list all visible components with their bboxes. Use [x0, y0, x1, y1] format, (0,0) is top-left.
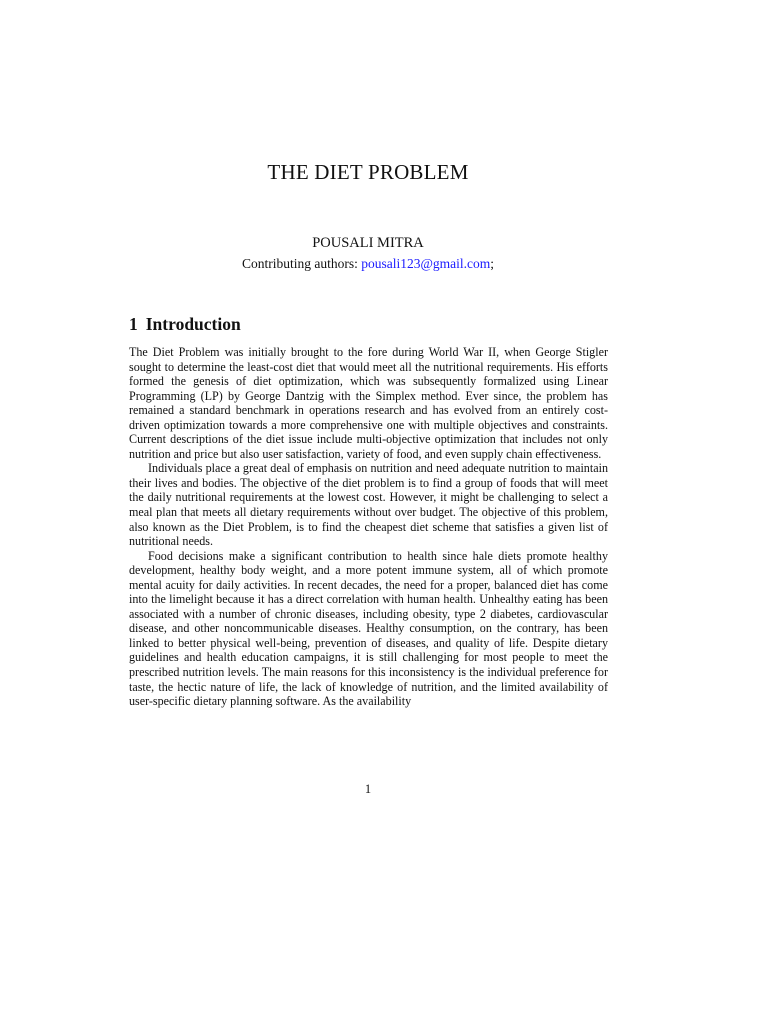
- body-text: [129, 345, 608, 709]
- paragraph-3: Food decisions make a significant contribution to health since hale diets promote healthy development, healthy body weight, and a more potent immune system, all of which promote mental acuity for daily activities. In recent decades, the need for a proper, balanced diet has come into the limelight because it has a direct correlation with human health. Unhealthy eating has been associated with a number of chronic diseases, including obesity, type 2 diabetes, cardiovascular disease, and other noncommunicable diseases. Healthy consumption, on the contrary, has been linked to better physical well-being, prevention of diseases, and quality of life. Despite dietary guidelines and health education campaigns, it is still challenging for most people to meet the prescribed nutrition levels. The main reasons for this inconsistency is the individual preference for taste, the hectic nature of life, the lack of knowledge of nutrition, and the limited availability of user-specific dietary planning software. As the availability: [129, 548, 608, 709]
- paper-title: THE DIET PROBLEM: [267, 160, 469, 184]
- author-name: POUSALI MITRA: [312, 235, 424, 251]
- section-heading: [129, 314, 241, 335]
- contributing-authors: [0, 256, 736, 272]
- contributing-suffix: ;: [490, 256, 495, 271]
- author-email-link[interactable]: pousali123@gmail.com: [361, 256, 491, 271]
- paragraph-1: The Diet Problem was initially brought to the fore during World War II, when George Stigler sought to determine the least-cost diet that would meet all the nutritional requirements. His efforts formed the genesis of diet optimization, which was subsequently formalized using Linear Programming (LP) by George Dantzig with the Simplex method. Ever since, the problem has remained a standard benchmark in operations research and has evolved from an entirely cost-driven optimization towards a more comprehensive one with multiple objectives and constraints. Current descriptions of the diet issue include multi-objective optimization that includes not only nutrition and price but also user satisfaction, variety of food, and even supply chain effectiveness.: [129, 345, 608, 461]
- section-number: 1: [129, 314, 138, 334]
- section-title: Introduction: [145, 314, 241, 334]
- paragraph-2: Individuals place a great deal of emphasis on nutrition and need adequate nutrition to maintain their lives and bodies. The objective of the diet problem is to find a group of foods that will meet the daily nutritional requirements at the lowest cost. However, it might be challenging to select a meal plan that meets all dietary requirements without over budget. The objective of this problem, also known as the Diet Problem, is to find the cheapest diet scheme that satisfies a given list of nutritional needs.: [129, 461, 608, 549]
- page-number: 1: [364, 782, 372, 796]
- contributing-label: Contributing authors:: [241, 256, 362, 271]
